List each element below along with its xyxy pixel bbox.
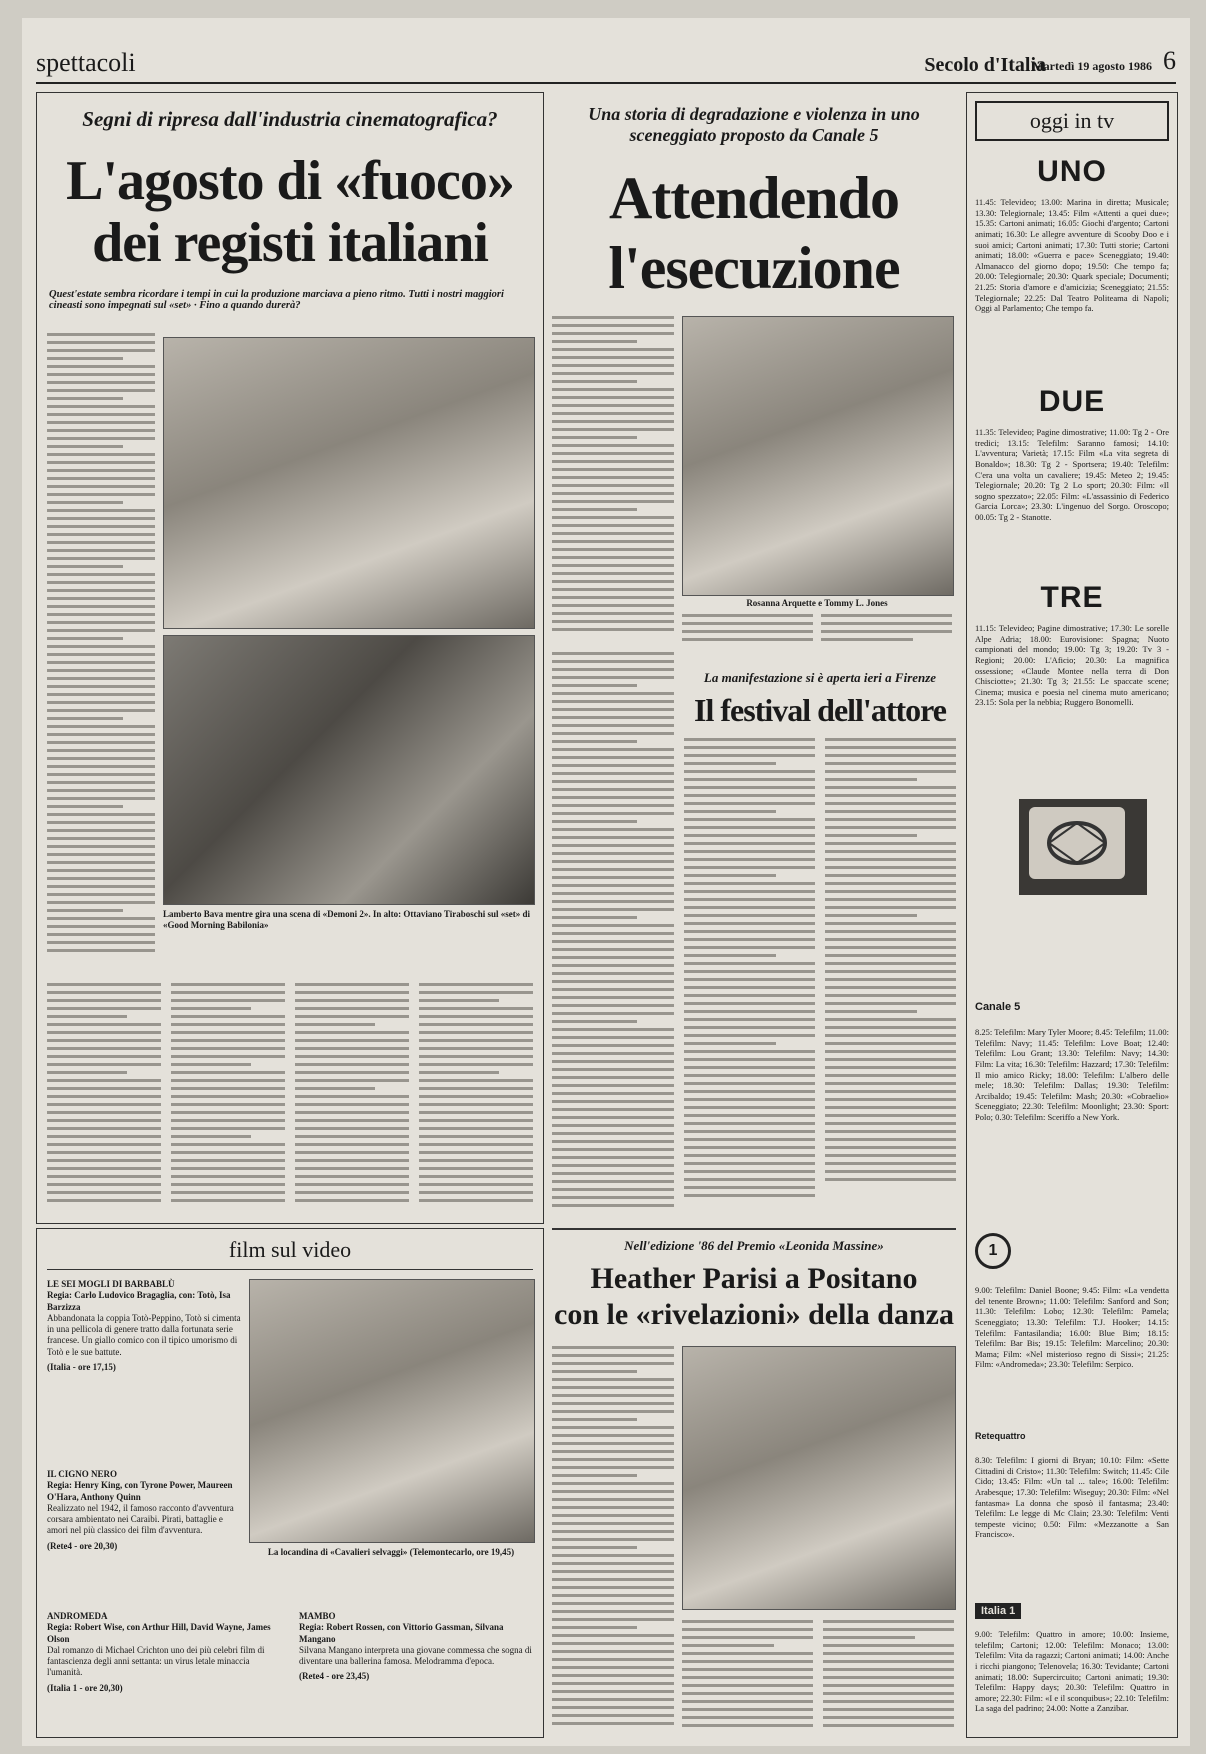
article-festival-attore	[552, 652, 956, 1224]
tv-set-illustration	[1019, 799, 1147, 895]
video-entry	[47, 1469, 241, 1552]
tv-channel-italia1	[967, 1601, 1177, 1714]
tv-listing: 9.00: Telefilm: Quattro in amore; 10.00: Insieme, telefilm; Cartoni; 12.00: Telefilm: Monaco; 13.00: Telefilm: Vita da ragazzi; Cartoni animati; 14.00: Anche i ricchi piangono; Telenovela; 16.30: Tevidante; Cartoni animati; 18.00: Supercircuito; Cartoni animati; 19.30: Telefilm: Happy days; 20.30: Telefilm: Quattro in amore; 22.30: Film: «I e il sconquibus»; 22.10: Telefilm: La saga del padrino; 24.00: Notte a Zanzibar.	[975, 1629, 1169, 1714]
video-title: MAMBO	[299, 1611, 336, 1621]
film-sul-video-box	[36, 1228, 544, 1738]
tv-symbol-icon	[1029, 807, 1125, 879]
tv-listing: 8.30: Telefilm: I giorni di Bryan; 10.10: Film: «Sette Cittadini di Cristo»; 11.30: Telefilm: Switch; 11.45: Cile Cido; 13.45: Film: «Un tal ... tale»; 16.00: Telefilm: Arabesque; 17.30: Telefilm: Wiseguy; 20.30: Film: «Nel fantasma» La donna che sposò il fantasma; 23.40: Telefilm: Le legge di Mc Clain; 23.30: Telefilm: Venti tempeste vicino; 0.50: Film: «Mezzanotte a San Francisco».	[975, 1455, 1169, 1540]
tv-channel-retequattro	[967, 1431, 1177, 1540]
article-body-columns	[682, 1620, 954, 1734]
article-body-columns	[47, 983, 533, 1215]
tv-channel-due	[967, 385, 1177, 523]
tv-listing: 11.35: Televideo; Pagine dimostrative; 11.00: Tg 2 - Ore tredici; 13.15: Telefilm: Saranno famosi; 14.10: L'avventura; Varietà; 17.15: Film «La vita segreta di Bonaldo»; 18.30: Tg 2 - Sportsera; 19.40: Telefilm: C'era una volta un cavaliere; 19.45: Meteo 2; 19.45: Telegiornale; 20.20: Tg 2 Lo sport; 20.30: Film: «Il sogno spezzato»; 22.05: Film: «L'assassinio di Federico Garcia Lorca»; 23.30: L'ingenuo del Sorgo. Oroscopo; 00.05: Tg 2 - Stanotte.	[975, 427, 1169, 522]
video-text: Realizzato nel 1942, il famoso racconto d'avventura corsara ambientato nei Caraibi. Pirati, battaglie e amori nel più classico dei film d'avventura.	[47, 1502, 234, 1536]
article-body-column	[552, 316, 674, 646]
photo-caption: Rosanna Arquette e Tommy L. Jones	[746, 598, 888, 608]
article-headline-2: dei registi italiani	[92, 212, 488, 274]
issue-date: Martedì 19 agosto 1986	[1032, 59, 1152, 73]
video-credits: Regia: Carlo Ludovico Bragaglia, con: Totò, Isa Barzizza	[47, 1290, 231, 1312]
video-text: Silvana Mangano interpreta una giovane commessa che sogna di diventare una ballerina famosa. Melodramma d'epoca.	[299, 1644, 532, 1666]
article-body-column	[552, 1346, 674, 1734]
tv-channel-canale5	[967, 1001, 1177, 1123]
article-agosto-di-fuoco	[36, 92, 544, 1224]
article-headline-2: l'esecuzione	[608, 235, 900, 301]
video-time: (Italia 1 - ore 20,30)	[47, 1682, 123, 1693]
video-entry	[47, 1279, 241, 1373]
video-credits: Regia: Henry King, con Tyrone Power, Maureen O'Hara, Anthony Quinn	[47, 1480, 233, 1502]
video-time: (Italia - ore 17,15)	[47, 1361, 116, 1372]
tv-channel-tre	[967, 581, 1177, 708]
video-title: LE SEI MOGLI DI BARBABLÙ	[47, 1279, 175, 1289]
article-headline: Attendendo	[608, 165, 900, 231]
article-heather-parisi	[552, 1228, 956, 1736]
tv-channel-rete4	[967, 1233, 1177, 1370]
video-time: (Rete4 - ore 23,45)	[299, 1671, 370, 1682]
article-headline: Il festival dell'attore	[694, 692, 946, 728]
photo-heather-parisi	[682, 1346, 956, 1610]
video-title: IL CIGNO NERO	[47, 1469, 118, 1479]
article-kicker: Nell'edizione '86 del Premio «Leonida Massine»	[624, 1238, 884, 1253]
video-entry	[299, 1611, 533, 1683]
rai-tre-logo: TRE	[1040, 581, 1104, 614]
tv-listing: 9.00: Telefilm: Daniel Boone; 9.45: Film: «La vendetta del tenente Brown»; 11.00: Telefilm: Sanford and Son; 11.30: Telefilm: Lobo; 12.30: Telefilm: Pamela; Sceneggiato; 13.30: Telefilm: T.J. Hooker; 14.15: Telefilm: Fantasilandia; 16.00: Blue Bim; 18.15: Telefilm: Bar Bis; 19.15: Telefilm: Marcelino; 20.30: Mama; Film: «Nel misterioso regno di Sissi»; 21.25: Film: «Andromeda»; 23.30: Telefilm: Serpico.	[975, 1285, 1169, 1370]
article-body-tail	[682, 614, 952, 650]
poster-cavalieri-selvaggi	[249, 1279, 535, 1543]
box-title: film sul video	[228, 1237, 352, 1262]
masthead: Secolo d'Italia	[924, 54, 1046, 76]
photo-set-good-morning-babilonia	[163, 337, 535, 629]
tv-listing: 11.45: Televideo; 13.00: Marina in diretta; Musicale; 13.30: Telegiornale; 13.45: Film «Attenti a quei due»; 15.35: Cartoni animati; 16.05: Giochi d'argento; Cartoni animati; 16.30: Le allegre avventure di Scooby Doo e i suoi amici; Cartoni animati; 17.30: Tutti storie; Cartoni animati; 18.00: «Guerra e pace» Sceneggiato; 19.40: Almanacco del giorno dopo; 19.50: Che tempo fa; 20.00: Telegiornale; 20.30: Quark speciale; Documenti; 21.25: Storia d'amore e d'amicizia; Sceneggiato; 21.55: Telegiornale; 22.25: Dal Teatro Politeama di Napoli; Oggi al Parlamento; Che tempo fa.	[975, 197, 1169, 314]
article-body-columns	[684, 738, 956, 1218]
oggi-in-tv-column	[966, 92, 1178, 1738]
photo-lamberto-bava	[163, 635, 535, 905]
tv-listing: 8.25: Telefilm: Mary Tyler Moore; 8.45: Telefilm; 11.00: Telefilm: Navy; 11.45: Telefilm: Love Boat; 12.40: Telefilm: Lou Grant; 13.30: Telefilm: Navy; 14.30: Film: La vita; 16.30: Telefilm: Hazzard; 17.30: Telefilm: Il mio amico Ricky; 18.00: Telefilm: L'albero delle mele; 18.30: Telefilm: Dallas; 19.30: Telefilm: Arcibaldo; 19.45: Telefilm: Mash; 20.30: «Cobraelio» Sceneggiato; 22.30: Telefilm: Moonlight; 23.30: Sport: Polo; 0.30: Telefilm: Sceriffo a New York.	[975, 1027, 1169, 1122]
article-attendendo-esecuzione	[552, 92, 956, 652]
video-title: ANDROMEDA	[47, 1611, 108, 1621]
tv-screen	[1029, 807, 1125, 879]
video-text: Abbandonata la coppia Totò-Peppino, Totò si cimenta in una pellicola di genere tratto dalla fortunata serie francese. Un giallo comico con il tipico umorismo di Totò e le sue battute.	[47, 1312, 241, 1357]
rai-due-logo: DUE	[1038, 385, 1106, 418]
article-headline-2: con le «rivelazioni» della danza	[554, 1298, 954, 1331]
video-entry	[47, 1611, 277, 1694]
section-title: spettacoli	[36, 48, 136, 77]
article-headline: Heather Parisi a Positano	[590, 1262, 918, 1295]
page-number: 6	[1163, 46, 1176, 75]
photo-arquette-jones	[682, 316, 954, 596]
poster-caption: La locandina di «Cavalieri selvaggi» (Telemontecarlo, ore 19,45)	[267, 1547, 515, 1557]
article-kicker: Segni di ripresa dall'industria cinematografica?	[82, 107, 498, 131]
video-time: (Rete4 - ore 20,30)	[47, 1540, 118, 1551]
article-kicker: Una storia di degradazione e violenza in uno sceneggiato proposto da Canale 5	[588, 104, 920, 145]
rai-uno-logo: UNO	[1037, 155, 1107, 188]
italia1-logo-icon: 1	[975, 1233, 1011, 1269]
article-headline: L'agosto di «fuoco»	[66, 150, 514, 212]
article-body-column	[47, 333, 155, 973]
article2-body-continued	[552, 652, 674, 1222]
tv-channel-uno	[967, 155, 1177, 314]
tv-listing: 11.15: Televideo; Pagine dimostrative; 17.30: Le sorelle Alpe Adria; 18.00: Eurovisione: Spagna; Nuoto campionati del mondo; 19.00: Tg 3; 19.20: Tv 3 - Regioni; 20.00: L'Aficio; 20.30: La magnifica ossessione; «Claude Montee nella terra di Don Chisciotte»; 21.30: Tg 3; 21.55: Le spaccate scene; Cinema; musica e poesia nel cinema muto americano; 23.15: Sola per la nebbia; Ruggero Bonomelli.	[975, 623, 1169, 708]
italia1-logo: Italia 1	[975, 1603, 1021, 1619]
newspaper-page	[22, 18, 1190, 1746]
page-header	[36, 32, 1176, 84]
video-text: Dal romanzo di Michael Crichton uno dei più celebri film di fantascienza degli anni settanta: un virus letale minaccia l'umanità.	[47, 1644, 265, 1678]
photo-caption: Lamberto Bava mentre gira una scena di «Demoni 2». In alto: Ottaviano Tiraboschi sul «set» di «Good Morning Babilonia»	[163, 909, 531, 930]
article-kicker: La manifestazione si è aperta ieri a Firenze	[703, 670, 937, 685]
tv-column-title: oggi in tv	[975, 101, 1169, 141]
video-credits: Regia: Robert Rossen, con Vittorio Gassman, Silvana Mangano	[299, 1622, 504, 1644]
retequattro-logo: Retequattro	[975, 1431, 1026, 1441]
video-credits: Regia: Robert Wise, con Arthur Hill, David Wayne, James Olson	[47, 1622, 271, 1644]
canale5-logo: Canale 5	[975, 1001, 1021, 1013]
article-subhead: Quest'estate sembra ricordare i tempi in cui la produzione marciava a pieno ritmo. Tutti i nostri maggiori cineasti sono impegnati sul «set» · Fino a quando durerà?	[49, 289, 504, 311]
